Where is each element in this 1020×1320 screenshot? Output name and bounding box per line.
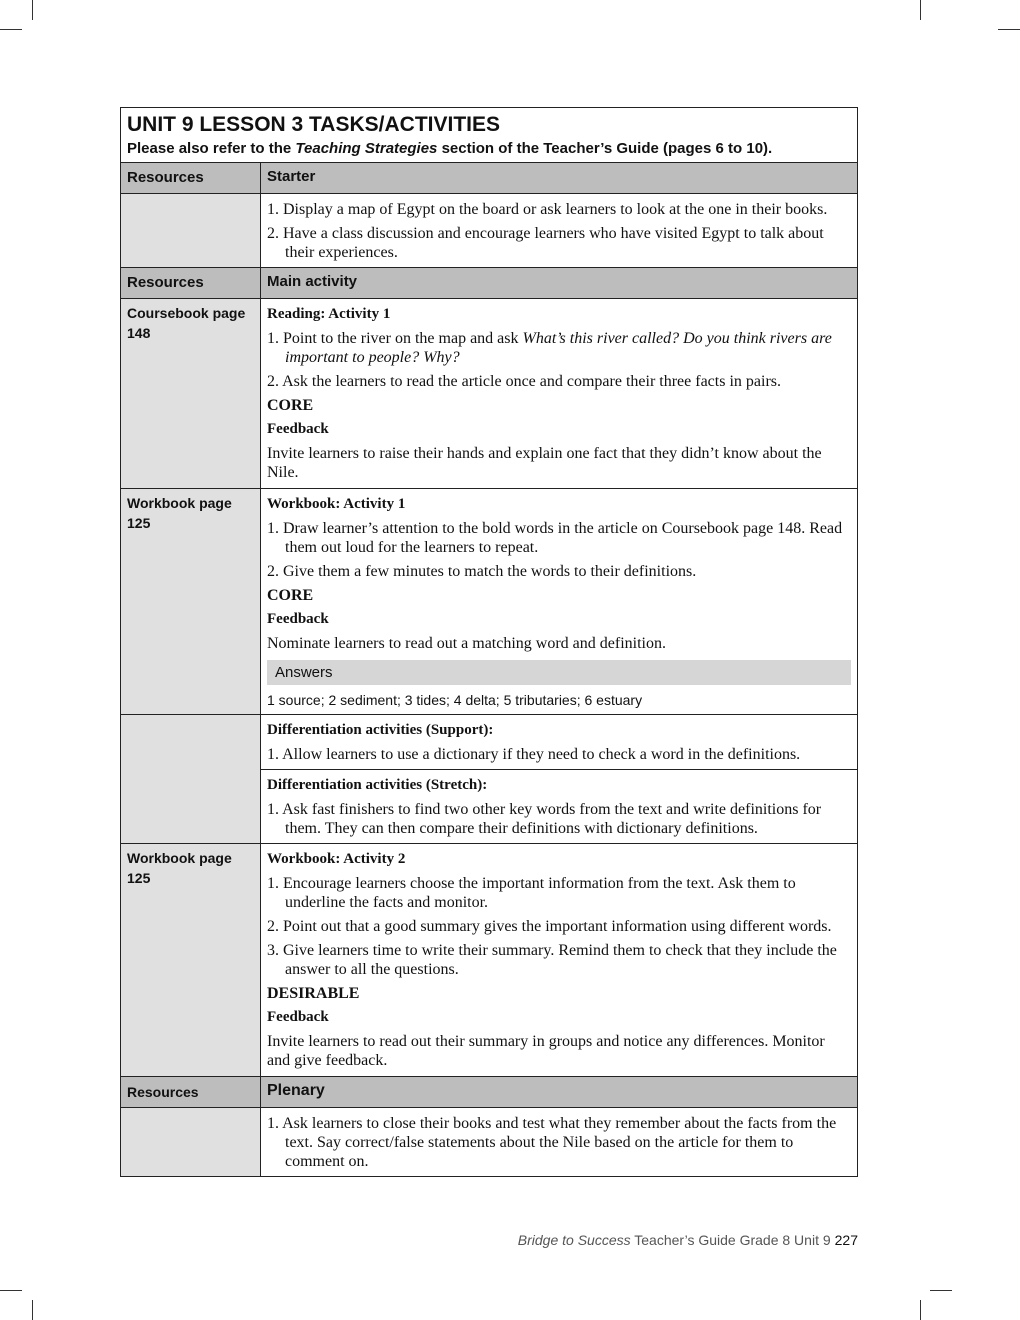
resources-label: Resources: [121, 163, 261, 193]
plenary-section-header: [121, 1077, 857, 1108]
list-item: [267, 329, 851, 367]
level-label: DESIRABLE: [267, 985, 360, 1002]
crop-mark: [998, 29, 1020, 30]
feedback-label: Feedback: [267, 1009, 329, 1025]
section-label-starter: Starter: [267, 168, 316, 185]
starter-content: [261, 194, 857, 267]
resource-cell: Coursebook page 148: [121, 299, 261, 488]
plenary-row: [121, 1108, 857, 1176]
stretch-heading: Differentiation activities (Stretch):: [267, 777, 488, 793]
subtitle-post: section of the Teacher’s Guide (pages 6 to 10).: [437, 140, 773, 157]
subtitle-italic: Teaching Strategies: [295, 140, 438, 157]
support-heading: Differentiation activities (Support):: [267, 722, 494, 738]
list-item: 1. Draw learner’s attention to the bold words in the article on Coursebook page 148. Read them out loud for the learners to repeat.: [267, 520, 843, 556]
crop-mark: [920, 0, 921, 20]
section-label-plenary: Plenary: [267, 1082, 325, 1099]
subtitle-pre: Please also refer to the: [127, 140, 296, 157]
workbook2-row: [121, 844, 857, 1077]
feedback-text: Invite learners to raise their hands and explain one fact that they didn’t know about the Nile.: [267, 445, 822, 481]
crop-mark: [930, 1290, 952, 1291]
resource-cell: [121, 1108, 261, 1176]
workbook1-content: [261, 489, 857, 714]
list-item: 2. Have a class discussion and encourage learners who have visited Egypt to talk about their experiences.: [267, 225, 824, 261]
lesson-table: [120, 107, 858, 1177]
support-content: [261, 715, 857, 770]
crop-mark: [32, 1300, 33, 1320]
resources-label: Resources: [121, 268, 261, 298]
workbook1-row: [121, 489, 857, 715]
main-section-header: [121, 268, 857, 299]
activity-heading: Workbook: Activity 1: [267, 496, 406, 512]
level-label: CORE: [267, 587, 314, 604]
reading-content: [261, 299, 857, 488]
level-label: CORE: [267, 397, 314, 414]
list-item: 2. Ask the learners to read the article once and compare their three facts in pairs.: [267, 373, 781, 390]
crop-mark: [0, 1290, 22, 1291]
crop-mark: [32, 0, 33, 20]
resource-cell: Workbook page 125: [121, 489, 261, 714]
differentiation-row: [121, 715, 857, 844]
item-question: What’s this river called? Do you think rivers are important to people? Why?: [285, 330, 832, 366]
plenary-content: [261, 1108, 857, 1176]
list-item: 2. Point out that a good summary gives the important information using different words.: [267, 918, 832, 935]
list-item: 2. Give them a few minutes to match the words to their definitions.: [267, 563, 697, 580]
resources-label: Resources: [121, 1077, 261, 1107]
page-title: UNIT 9 LESSON 3 TASKS/ACTIVITIES: [127, 113, 500, 136]
list-item: 1. Encourage learners choose the important information from the text. Ask them to underline the facts and monitor.: [267, 875, 796, 911]
subtitle: [127, 140, 851, 157]
list-item: 3. Give learners time to write their summary. Remind them to check that they include the answer to all the questions.: [267, 942, 837, 978]
crop-mark: [0, 29, 22, 30]
stretch-content: [261, 770, 857, 843]
activity-heading: Workbook: Activity 2: [267, 851, 406, 867]
resource-cell: [121, 715, 261, 843]
section-label-main: Main activity: [267, 273, 358, 290]
starter-row: [121, 194, 857, 268]
feedback-label: Feedback: [267, 611, 329, 627]
feedback-text: Invite learners to read out their summary in groups and notice any differences. Monitor and give feedback.: [267, 1033, 825, 1069]
answers-label: Answers: [267, 660, 851, 685]
list-item: 1. Ask fast finishers to find two other key words from the text and write definitions for them. They can then compare their definitions with dictionary definitions.: [267, 801, 822, 837]
workbook2-content: [261, 844, 857, 1076]
page-footer: [518, 1232, 858, 1248]
list-item: 1. Allow learners to use a dictionary if they need to check a word in the definitions.: [267, 746, 801, 763]
item-text: 1. Point to the river on the map and ask: [267, 330, 523, 347]
resource-cell: Workbook page 125: [121, 844, 261, 1076]
book-title: Bridge to Success: [517, 1232, 631, 1248]
feedback-label: Feedback: [267, 421, 329, 437]
resource-cell: [121, 194, 261, 267]
list-item: 1. Ask learners to close their books and test what they remember about the facts from the text. Say correct/false statements about the Nile based on the article for them to comment on.: [267, 1115, 837, 1170]
list-item: 1. Display a map of Egypt on the board or ask learners to look at the one in their books.: [267, 201, 828, 218]
table-header: [121, 108, 857, 163]
page-number: 227: [834, 1232, 858, 1248]
footer-text: Teacher’s Guide Grade 8 Unit 9: [630, 1232, 831, 1248]
reading-row: [121, 299, 857, 489]
activity-heading: Reading: Activity 1: [267, 306, 391, 322]
feedback-text: Nominate learners to read out a matching word and definition.: [267, 635, 666, 652]
crop-mark: [920, 1300, 921, 1320]
differentiation-content: [261, 715, 857, 843]
starter-section-header: [121, 163, 857, 194]
answers-text: 1 source; 2 sediment; 3 tides; 4 delta; 5 tributaries; 6 estuary: [267, 692, 643, 708]
